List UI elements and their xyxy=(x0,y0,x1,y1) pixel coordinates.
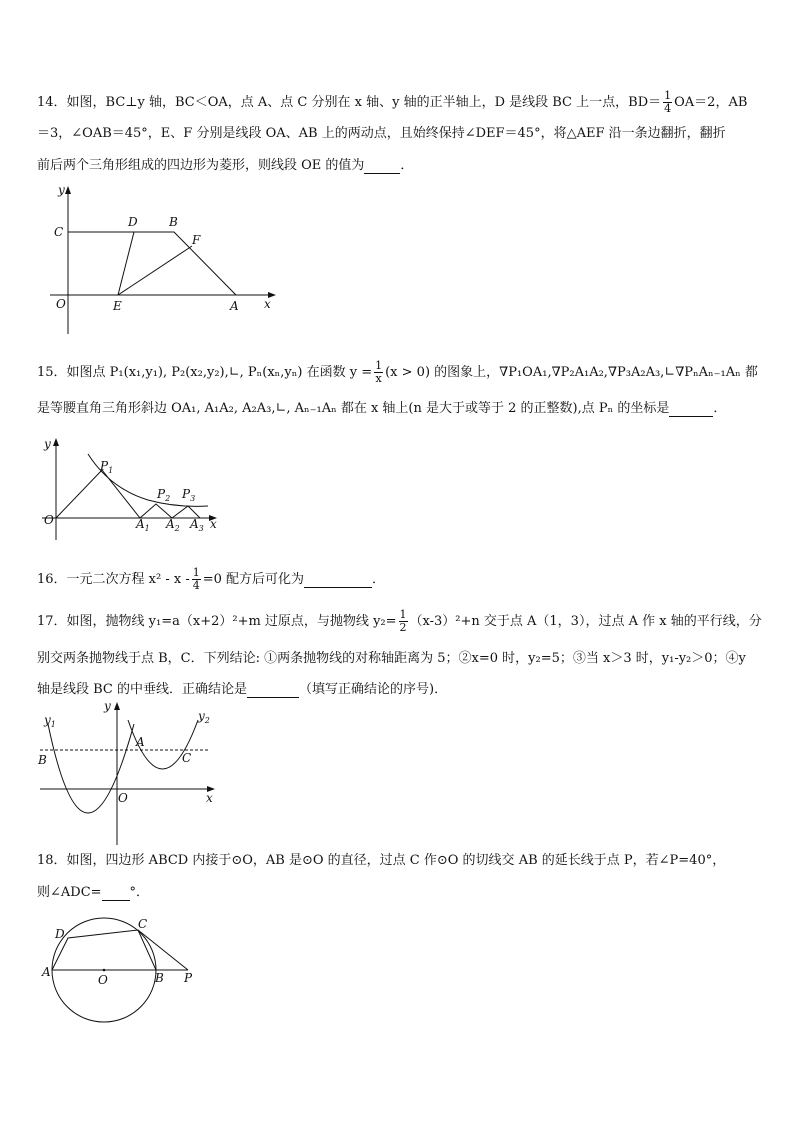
q15-label-P2-sub: 2 xyxy=(165,494,171,503)
q17-label-C: C xyxy=(182,751,192,765)
q15-text-1a: 15．如图点 P₁(x₁,y₁), P₂(x₂,y₂),∟, Pₙ(xₙ,yₙ) 在函数 y = xyxy=(37,365,373,380)
q16-frac-den: 4 xyxy=(192,579,200,592)
q15-fraction xyxy=(374,360,383,385)
q16-frac-num: 1 xyxy=(192,566,200,579)
q16-line xyxy=(37,567,761,592)
q18-text-2: 则∠ADC= xyxy=(37,885,102,900)
q17-label-y: y xyxy=(104,699,111,713)
q14-answer-blank[interactable] xyxy=(364,158,400,174)
q17-text-3-end: （填写正确结论的序号)． xyxy=(299,682,448,697)
q17-text-3: 轴是线段 BC 的中垂线．正确结论是 xyxy=(37,682,248,697)
q15-label-A2-main: A xyxy=(166,517,175,531)
q15-label-P1-main: P xyxy=(100,459,109,473)
q14-label-A: A xyxy=(230,299,239,313)
q15-label-A3 xyxy=(189,517,204,533)
q15-answer-blank[interactable] xyxy=(669,401,713,417)
q17-label-y1-sub: 1 xyxy=(50,720,56,729)
q16-text-a: 16．一元二次方程 x² - x - xyxy=(37,572,190,587)
q16-answer-blank[interactable] xyxy=(304,572,372,588)
q17-label-y2-main: y xyxy=(198,709,205,723)
q18-label-D: D xyxy=(55,927,65,941)
q15-label-A1 xyxy=(135,517,150,533)
q15-label-O: O xyxy=(44,513,54,527)
q16-fraction xyxy=(192,567,201,592)
q14-text-1a: 14．如图，BC⊥y 轴，BC＜OA，点 A、点 C 分别在 x 轴、y 轴的正半轴上，D 是线段 BC 上一点，BD＝ xyxy=(37,95,662,110)
q18-answer-blank[interactable] xyxy=(102,885,130,901)
q17-label-A: A xyxy=(136,735,145,749)
q15-frac-num: 1 xyxy=(375,359,383,372)
q17-figure xyxy=(36,700,226,850)
q14-label-D: D xyxy=(128,215,138,229)
q15-label-P2-main: P xyxy=(157,487,166,501)
q15-label-P3-sub: 3 xyxy=(190,494,196,503)
q15-label-y: y xyxy=(44,437,51,451)
q15-label-A3-sub: 3 xyxy=(198,524,204,533)
q17-line-1 xyxy=(37,609,761,634)
q14-label-F: F xyxy=(192,233,201,247)
q15-figure xyxy=(40,436,230,546)
q15-line-2 xyxy=(37,401,761,417)
q17-label-y2 xyxy=(197,709,210,725)
q15-label-P1-sub: 1 xyxy=(108,466,114,475)
q16-text-end: ． xyxy=(372,572,386,587)
q17-label-y1 xyxy=(43,713,56,729)
q14-label-y: y xyxy=(58,183,65,197)
q14-figure xyxy=(50,182,290,342)
q17-frac-den: 2 xyxy=(399,621,407,634)
q14-line-3 xyxy=(37,158,761,174)
q14-text-3: 前后两个三角形组成的四边形为菱形，则线段 OE 的值为 xyxy=(37,158,365,173)
q17-frac-num: 1 xyxy=(399,608,407,621)
q17-label-y2-sub: 2 xyxy=(204,716,210,725)
q15-label-P3-main: P xyxy=(182,487,191,501)
q14-label-B: B xyxy=(169,215,178,229)
q17-answer-blank[interactable] xyxy=(247,682,299,698)
q17-label-x: x xyxy=(206,791,213,805)
q15-line-1 xyxy=(37,360,761,385)
q18-label-C: C xyxy=(138,917,148,931)
q18-label-P: P xyxy=(184,971,193,985)
q14-line-1 xyxy=(37,90,761,115)
q14-line-2: ＝3，∠OAB＝45°，E、F 分别是线段 OA、AB 上的两动点，且始终保持∠DEF＝45°，将△AEF 沿一条边翻折，翻折 xyxy=(37,126,726,141)
q15-label-x: x xyxy=(210,517,217,531)
q15-label-P3 xyxy=(181,487,195,503)
q18-line-2 xyxy=(37,885,761,901)
q16-text-b: =0 配方后可化为 xyxy=(202,572,305,587)
q17-label-O: O xyxy=(118,791,128,805)
q14-frac-num: 1 xyxy=(664,89,672,102)
q18-figure xyxy=(38,914,208,1034)
q14-text-3-end: ． xyxy=(400,158,414,173)
q15-label-A2 xyxy=(165,517,180,533)
q17-text-1a: 17．如图，抛物线 y₁=a（x+2）²+m 过原点，与抛物线 y₂= xyxy=(37,614,397,629)
q15-label-A1-sub: 1 xyxy=(144,524,150,533)
q14-frac-den: 4 xyxy=(664,102,672,115)
q17-line-2: 别交两条抛物线于点 B，C．下列结论: ①两条抛物线的对称轴距离为 5；②x=0 时，y₂=5；③当 x＞3 时，y₁-y₂＞0；④y xyxy=(37,651,746,666)
q17-label-y1-main: y xyxy=(44,713,51,727)
q18-line-1: 18．如图，四边形 ABCD 内接于⊙O，AB 是⊙O 的直径，过点 C 作⊙O 的切线交 AB 的延长线于点 P，若∠P=40°， xyxy=(37,853,726,868)
q18-label-B: B xyxy=(155,971,164,985)
q15-label-P2 xyxy=(156,487,170,503)
q15-text-1b: (x > 0) 的图象上，∇P₁OA₁,∇P₂A₁A₂,∇P₃A₂A₃,∟∇PₙAₙ₋₁Aₙ 都 xyxy=(385,365,758,380)
q18-label-O: O xyxy=(98,973,108,987)
q15-text-2-end: ． xyxy=(713,401,727,416)
q14-label-O: O xyxy=(56,297,66,311)
q15-label-A1-main: A xyxy=(136,517,145,531)
q17-label-B: B xyxy=(38,753,47,767)
q15-text-2: 是等腰直角三角形斜边 OA₁, A₁A₂, A₂A₃,∟, Aₙ₋₁Aₙ 都在 x 轴上(n 是大于或等于 2 的正整数),点 Pₙ 的坐标是 xyxy=(37,401,670,416)
q17-line-3 xyxy=(37,682,761,698)
q15-label-A3-main: A xyxy=(190,517,199,531)
q18-label-A: A xyxy=(42,965,51,979)
q18-text-2-end: °． xyxy=(129,885,150,900)
q14-label-E: E xyxy=(113,299,122,313)
q14-label-x: x xyxy=(264,297,271,311)
q17-fraction xyxy=(399,609,408,634)
q15-frac-den: x xyxy=(375,372,382,385)
q14-text-1b: OA＝2，AB xyxy=(674,95,748,110)
q17-text-1b: （x-3）²+n 交于点 A（1，3），过点 A 作 x 轴的平行线，分 xyxy=(409,614,762,629)
q15-label-P1 xyxy=(99,459,113,475)
q14-label-C: C xyxy=(54,225,64,239)
q14-fraction xyxy=(663,90,672,115)
q15-label-A2-sub: 2 xyxy=(174,524,180,533)
